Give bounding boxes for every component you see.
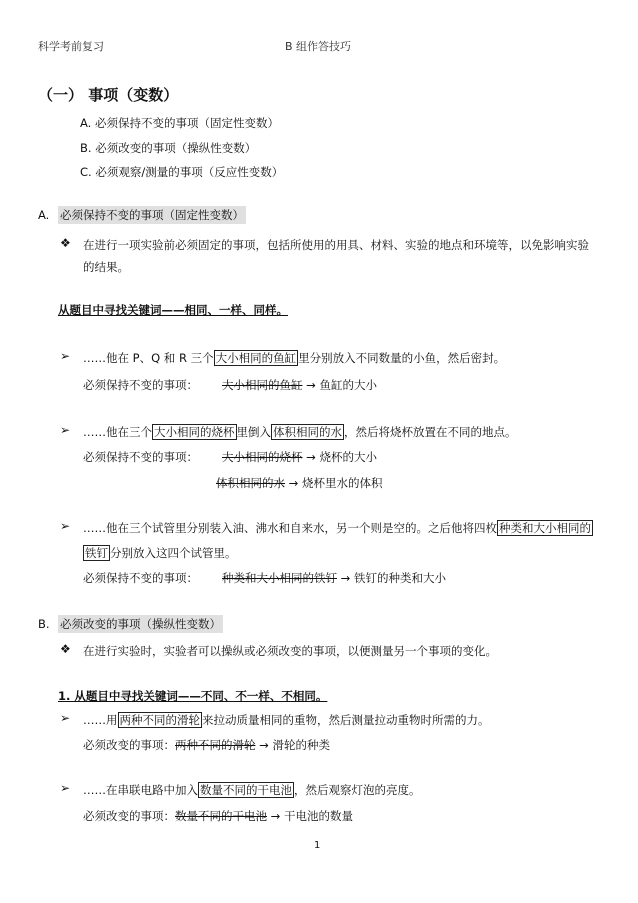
section-a-note-line2: 的结果。: [83, 260, 129, 274]
section-b-label: B.: [38, 617, 50, 631]
sentence-text: ，然后将烧杯放置在不同的地点。: [344, 425, 517, 439]
answer-result: → 滑轮的种类: [255, 738, 330, 752]
struck-keyword: 体积相同的水: [216, 476, 285, 490]
section-b-keyword: 1. 从题目中寻找关键词——不同、不一样、不相同。: [58, 689, 328, 703]
header-center: B 组作答技巧: [285, 40, 352, 53]
section-a-note-line1: 在进行一项实验前必须固定的事项，包括所使用的用具、材料、实验的地点和环境等，以免影响实验: [83, 238, 589, 252]
list-item: C. 必须观察/测量的事项（反应性变数）: [80, 165, 284, 179]
example-b2-sentence: [83, 782, 421, 798]
arrow-bullet-icon: ➢: [60, 711, 71, 725]
answer-result: → 烧杯里水的体积: [285, 476, 383, 490]
struck-keyword: 大小相同的鱼缸: [222, 378, 303, 392]
list-item: B. 必须改变的事项（操纵性变数）: [80, 141, 257, 155]
boxed-keyword: 数量不同的干电池: [200, 783, 292, 797]
arrow-bullet-icon: ➢: [60, 519, 71, 533]
struck-keyword: 大小相同的烧杯: [222, 450, 303, 464]
answer-label: 必须改变的事项：: [83, 809, 175, 823]
answer-result: → 烧杯的大小: [302, 450, 377, 464]
boxed-keyword: 铁钉: [85, 546, 108, 560]
section-b-note: 在进行实验时，实验者可以操纵或必须改变的事项，以便测量另一个事项的变化。: [83, 644, 497, 658]
example-a2-sentence: [83, 424, 517, 440]
boxed-keyword: 种类和大小相同的: [499, 521, 591, 535]
example-a1-answer: [83, 377, 377, 393]
section-a-keyword: 从题目中寻找关键词——相同、一样、同样。: [58, 303, 288, 317]
example-a2-answer: [83, 449, 377, 465]
header-left: 科学考前复习: [38, 40, 104, 53]
example-a1-sentence: [83, 350, 505, 366]
answer-label: 必须保持不变的事项：: [83, 450, 198, 464]
answer-label: 必须保持不变的事项：: [83, 378, 198, 392]
answer-label: 必须改变的事项：: [83, 738, 175, 752]
sentence-text: ……用: [83, 713, 118, 727]
example-a3-answer: [83, 570, 446, 586]
answer-result: → 干电池的数量: [267, 809, 353, 823]
page-number: 1: [314, 840, 321, 851]
example-a3-sentence: [83, 520, 593, 536]
struck-keyword: 两种不同的滑轮: [175, 738, 256, 752]
example-b1-sentence: [83, 712, 490, 728]
example-b1-answer: [83, 737, 330, 753]
answer-result: → 铁钉的种类和大小: [337, 571, 446, 585]
sentence-text: 里倒入: [236, 425, 271, 439]
list-item: A. 必须保持不变的事项（固定性变数）: [80, 116, 279, 130]
section-a-label: A.: [38, 208, 50, 222]
boxed-keyword: 体积相同的水: [273, 425, 342, 439]
boxed-keyword: 两种不同的滑轮: [119, 713, 200, 727]
struck-keyword: 数量不同的干电池: [175, 809, 267, 823]
section-a-heading: 必须保持不变的事项（固定性变数）: [60, 208, 244, 222]
section-b-heading: 必须改变的事项（操纵性变数）: [60, 617, 221, 631]
sentence-text: ……在串联电路中加入: [83, 783, 198, 797]
example-b2-answer: [83, 808, 353, 824]
diamond-bullet-icon: ❖: [60, 236, 71, 250]
arrow-bullet-icon: ➢: [60, 349, 71, 363]
sentence-text: 分别放入这四个试管里。: [110, 546, 237, 560]
struck-keyword: 种类和大小相同的铁钉: [222, 571, 337, 585]
sentence-text: ……他在 P、Q 和 R 三个: [83, 351, 214, 365]
boxed-keyword: 大小相同的鱼缸: [215, 351, 297, 365]
diamond-bullet-icon: ❖: [60, 642, 71, 656]
answer-result: → 鱼缸的大小: [302, 378, 377, 392]
sentence-text: ……他在三个: [83, 425, 152, 439]
example-a3-sentence-cont: [83, 545, 237, 561]
sentence-text: ，然后观察灯泡的亮度。: [294, 783, 421, 797]
answer-label: 必须保持不变的事项：: [83, 571, 198, 585]
sentence-text: 里分别放入不同数量的小鱼，然后密封。: [298, 351, 506, 365]
example-a2-answer2: [216, 475, 382, 491]
sentence-text: ……他在三个试管里分别装入油、沸水和自来水，另一个则是空的。之后他将四枚: [83, 521, 497, 535]
boxed-keyword: 大小相同的烧杯: [154, 425, 235, 439]
section-title: （一） 事项（变数）: [38, 86, 179, 104]
sentence-text: 来拉动质量相同的重物，然后测量拉动重物时所需的力。: [202, 713, 490, 727]
arrow-bullet-icon: ➢: [60, 781, 71, 795]
arrow-bullet-icon: ➢: [60, 423, 71, 437]
